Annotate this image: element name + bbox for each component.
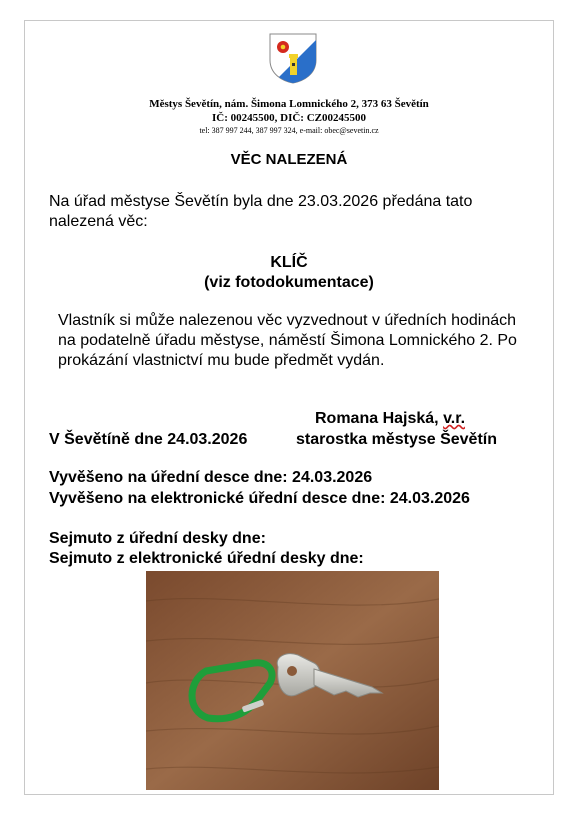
removed-eboard-line: Sejmuto z elektronické úřední desky dne: [49, 550, 364, 567]
document-title: VĚC NALEZENÁ [230, 151, 348, 168]
found-item-note: (viz fotodokumentace) [204, 274, 374, 291]
posted-board-line: Vyvěšeno na úřední desce dne: 24.03.2026 [49, 469, 373, 486]
owner-paragraph: Vlastník si může nalezenou věc vyzvednout v úředních hodinách na podatelně úřadu městyse, náměstí Šimona Lomnického 2. Po prokázání vlastnictví mu bude předmět vydán. [58, 312, 517, 369]
header-ids: IČ: 00245500, DIČ: CZ00245500 [212, 112, 366, 124]
signatory-name: Romana Hajská, v.r. [315, 410, 466, 427]
header-address: Městys Ševětín, nám. Šimona Lomnického 2, 373 63 Ševětín [149, 98, 429, 110]
found-item-name: KLÍČ [270, 254, 308, 271]
header-contacts: tel: 387 997 244, 387 997 324, e-mail: obec@sevetin.cz [199, 126, 379, 135]
key-photo [146, 571, 439, 790]
coat-of-arms-icon [266, 32, 320, 84]
place-date: V Ševětíně dne 24.03.2026 [49, 431, 248, 448]
intro-paragraph: Na úřad městyse Ševětín byla dne 23.03.2026 předána tato nalezená věc: [49, 193, 473, 230]
signatory-role: starostka městyse Ševětín [296, 431, 497, 448]
removed-board-line: Sejmuto z úřední desky dne: [49, 530, 266, 547]
signatory-suffix: v.r. [443, 410, 466, 427]
posted-eboard-line: Vyvěšeno na elektronické úřední desce dne: 24.03.2026 [49, 490, 470, 507]
